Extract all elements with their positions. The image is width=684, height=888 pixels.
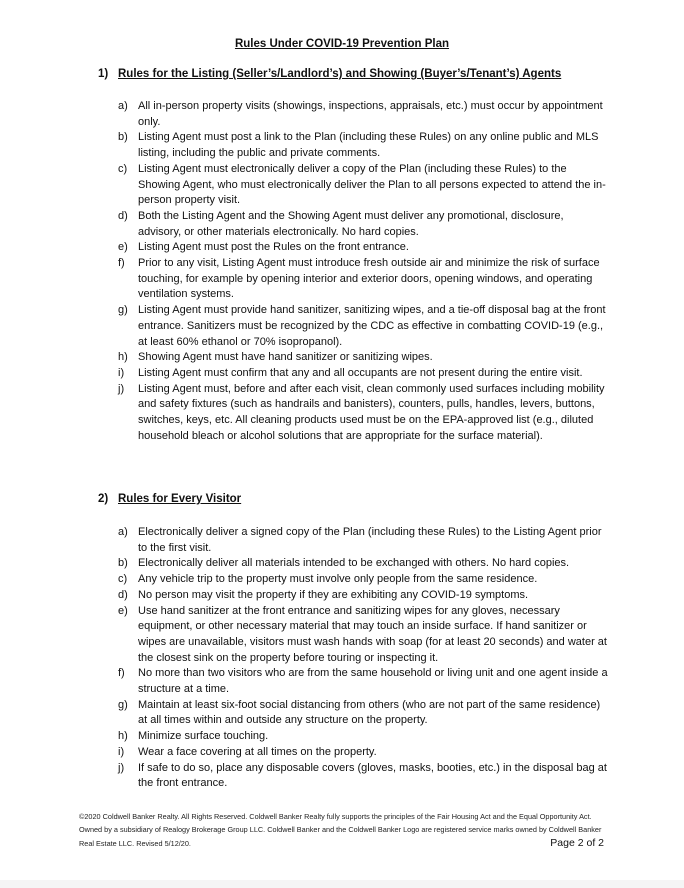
rule-letter: c): [118, 162, 128, 175]
rule-text: If safe to do so, place any disposable covers (gloves, masks, booties, etc.) in the disposal bag at the front entrance.: [138, 761, 607, 790]
rule-letter: i): [118, 366, 125, 379]
rule-item: [118, 604, 608, 667]
rule-text: Electronically deliver a signed copy of the Plan (including these Rules) to the Listing Agent prior to the first visit.: [138, 526, 602, 554]
section-heading-2: [98, 493, 241, 505]
rule-letter: f): [118, 257, 125, 270]
rule-item: [118, 162, 608, 209]
section-heading-1: [98, 68, 561, 80]
section-title: Rules for Every Visitor: [118, 493, 242, 505]
rule-text: Listing Agent must confirm that any and all occupants are not present during the entire visit.: [138, 366, 583, 379]
rule-text: Any vehicle trip to the property must involve only people from the same residence.: [138, 573, 538, 586]
rule-letter: i): [118, 745, 125, 758]
rule-letter: b): [118, 557, 128, 570]
rule-item: [118, 572, 608, 588]
rule-item: [118, 729, 608, 745]
rule-letter: e): [118, 604, 128, 617]
rule-letter: j): [118, 761, 125, 774]
rule-letter: d): [118, 588, 128, 601]
rule-item: [118, 666, 608, 697]
rule-item: [118, 382, 608, 445]
rule-text: Listing Agent must provide hand sanitizer, sanitizing wipes, and a tie-off disposal bag at the front entrance. Sanitizers must be recognized by the CDC as effective in combatting COVID-19 (e.g., at least 60% ethanol or 70% isopropanol).: [138, 304, 606, 348]
section-number: 2): [98, 493, 109, 505]
rule-text: Electronically deliver all materials intended to be exchanged with others. No hard copies.: [138, 557, 570, 570]
rule-text: Showing Agent must have hand sanitizer or sanitizing wipes.: [138, 351, 433, 364]
rule-item: [118, 745, 608, 761]
section-1-rule-list: [118, 99, 608, 444]
rule-item: [118, 761, 608, 792]
rule-item: [118, 99, 608, 130]
rule-letter: j): [118, 382, 125, 395]
rule-letter: h): [118, 730, 128, 743]
rule-text: Use hand sanitizer at the front entrance and sanitizing wipes for any gloves, necessary equipment, or other necessary material that may touch an inside surface. If hand sanitizer or wipes are unavailable, visitors must wash hands with soap (for at least 20 seconds) and water at the closest sink on the property before touring or inspecting it.: [138, 604, 607, 664]
rule-letter: g): [118, 304, 128, 317]
document-title: Rules Under COVID-19 Prevention Plan: [234, 38, 450, 50]
rule-letter: c): [118, 573, 128, 586]
rule-text: Maintain at least six-foot social distancing from others (who are not part of the same residence) at all times within and outside any structure on the property.: [138, 698, 601, 727]
rule-item: [118, 240, 608, 256]
rule-letter: a): [118, 100, 128, 112]
rule-text: Listing Agent must electronically deliver a copy of the Plan (including these Rules) to the Showing Agent, who must electronically deliver the Plan to all persons expected to attend the in-person property visit.: [138, 162, 606, 207]
section-2-rule-list: [118, 525, 608, 792]
rule-text: Wear a face covering at all times on the property.: [138, 745, 377, 758]
rule-text: Listing Agent must post a link to the Plan (including these Rules) on any online public and MLS listing, including the public and private comments.: [138, 131, 599, 160]
section-number: 1): [98, 68, 109, 80]
rule-item: [118, 588, 608, 604]
rule-text: All in-person property visits (showings, inspections, appraisals, etc.) must occur by appointment only.: [138, 100, 603, 128]
rule-item: [118, 303, 608, 350]
rule-item: [118, 130, 608, 161]
rule-text: Listing Agent must post the Rules on the front entrance.: [138, 241, 409, 254]
page-footer: [79, 810, 604, 850]
rule-text: Both the Listing Agent and the Showing Agent must deliver any promotional, disclosure, advisory, or other materials electronically. No hard copies.: [138, 209, 564, 238]
rule-letter: f): [118, 667, 125, 680]
legal-notice: ©2020 Coldwell Banker Realty. All Rights Reserved. Coldwell Banker Realty fully supports the principles of the Fair Housing Act and the Equal Opportunity Act. Owned by a subsidiary of Realogy Brokerage Group LLC. Coldwell Banker and the Coldwell Banker Logo are registered service marks owned by Coldwell Banker Real Estate LLC. Revised 5/12/20.: [79, 812, 602, 848]
rule-item: [118, 350, 608, 366]
rule-text: Listing Agent must, before and after each visit, clean commonly used surfaces including mobility and safety fixtures (such as handrails and banisters), counters, pulls, handles, levers, buttons, switches, keys, etc. All cleaning products used must be on the EPA-approved list (e.g., diluted household bleach or alcohol solutions that are appropriate for the surface material).: [138, 382, 605, 442]
rule-letter: b): [118, 131, 128, 144]
rule-item: [118, 556, 608, 572]
rule-letter: d): [118, 209, 128, 222]
rule-item: [118, 525, 608, 556]
rule-text: No more than two visitors who are from the same household or living unit and one agent inside a structure at a time.: [138, 667, 608, 696]
rule-letter: a): [118, 526, 128, 538]
rule-letter: h): [118, 351, 128, 364]
rule-item: [118, 256, 608, 303]
rule-letter: g): [118, 698, 128, 711]
rule-item: [118, 366, 608, 382]
rule-text: Minimize surface touching.: [138, 730, 269, 743]
rule-item: [118, 698, 608, 729]
rule-text: No person may visit the property if they are exhibiting any COVID-19 symptoms.: [138, 588, 529, 601]
rule-item: [118, 209, 608, 240]
rule-text: Prior to any visit, Listing Agent must introduce fresh outside air and minimize the risk of surface touching, for example by opening interior and exterior doors, opening windows, and operating ventilation systems.: [138, 257, 600, 301]
rule-letter: e): [118, 241, 128, 254]
page-number: Page 2 of 2: [550, 836, 604, 849]
section-title: Rules for the Listing (Seller’s/Landlord’s) and Showing (Buyer’s/Tenant’s) Agents: [118, 68, 562, 80]
